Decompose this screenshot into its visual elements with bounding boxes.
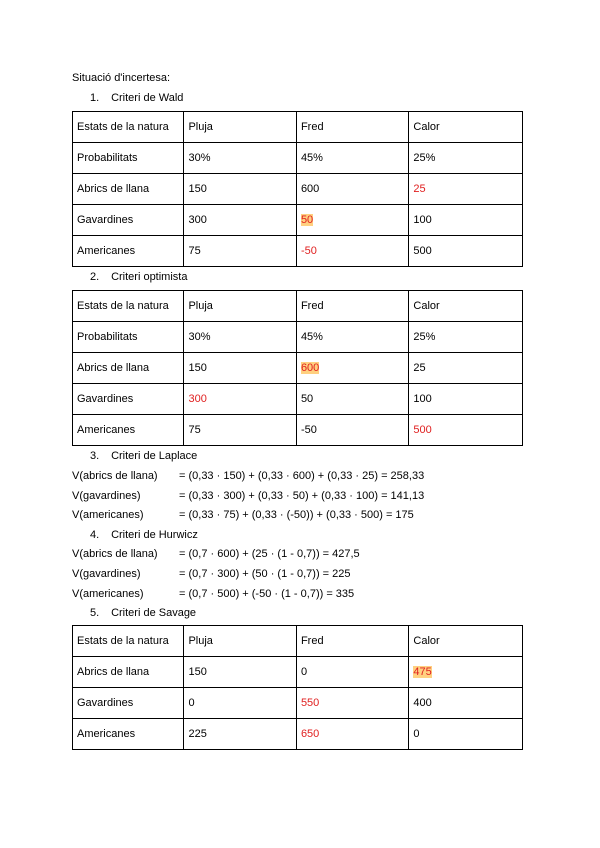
- table-cell: 25%: [409, 322, 523, 353]
- table-cell: 500: [409, 236, 523, 267]
- table-cell: Probabilitats: [73, 143, 184, 174]
- table-cell: [184, 384, 296, 415]
- table-cell: [296, 236, 408, 267]
- table-row: [73, 657, 523, 688]
- table-row: [73, 174, 523, 205]
- formula-label: V(gavardines): [72, 568, 141, 580]
- table-cell: Fred: [296, 626, 408, 657]
- heading-title: Criteri de Wald: [111, 92, 184, 104]
- formula-expression: = (0,33 · 150) + (0,33 · 600) + (0,33 · 25) = 258,33: [179, 470, 425, 482]
- max-value: 300: [188, 393, 207, 405]
- table-cell: 25%: [409, 143, 523, 174]
- table-cell: 225: [184, 719, 296, 750]
- table-cell: 100: [409, 205, 523, 236]
- table-cell: 30%: [184, 322, 296, 353]
- table-cell: 30%: [184, 143, 296, 174]
- table-cell: 100: [409, 384, 523, 415]
- table-cell: 45%: [296, 322, 408, 353]
- table-cell: Estats de la natura: [73, 112, 184, 143]
- table-cell: 0: [296, 657, 408, 688]
- table-cell: 45%: [296, 143, 408, 174]
- table-cell: 0: [409, 719, 523, 750]
- max-value: 500: [413, 424, 432, 436]
- table-row: [73, 322, 523, 353]
- table-row: [73, 112, 523, 143]
- formula-expression: = (0,33 · 75) + (0,33 · (-50)) + (0,33 · 500) = 175: [179, 509, 414, 521]
- table-cell: Gavardines: [73, 205, 184, 236]
- table-cell: Pluja: [184, 112, 296, 143]
- table-cell: Gavardines: [73, 688, 184, 719]
- heading-number: 3.: [90, 450, 100, 462]
- selected-value: 600: [300, 362, 320, 374]
- heading-title: Criteri optimista: [111, 271, 188, 283]
- table-cell: Estats de la natura: [73, 626, 184, 657]
- table-cell: [296, 719, 408, 750]
- table-cell: 75: [184, 236, 296, 267]
- table-row: [73, 384, 523, 415]
- table-cell: Calor: [409, 291, 523, 322]
- heading-laplace: [90, 450, 197, 462]
- table-cell: 50: [296, 384, 408, 415]
- max-regret-value: 550: [300, 697, 320, 709]
- table-cell: 600: [296, 174, 408, 205]
- heading-wald: [90, 92, 183, 104]
- table-cell: Abrics de llana: [73, 657, 184, 688]
- table-row: [73, 205, 523, 236]
- table-cell: Gavardines: [73, 384, 184, 415]
- table-row: [73, 353, 523, 384]
- table-cell: [409, 415, 523, 446]
- formula-label: V(gavardines): [72, 490, 141, 502]
- formula-label: V(abrics de llana): [72, 548, 158, 560]
- selected-value: 475: [413, 666, 432, 678]
- heading-number: 4.: [90, 529, 100, 541]
- table-cell: 0: [184, 688, 296, 719]
- table-cell: Americanes: [73, 236, 184, 267]
- formula-label: V(abrics de llana): [72, 470, 158, 482]
- table-row: [73, 719, 523, 750]
- table-cell: 150: [184, 353, 296, 384]
- table-cell: 150: [184, 174, 296, 205]
- min-value: -50: [300, 245, 317, 257]
- max-regret-value: 650: [300, 728, 320, 740]
- table-cell: Fred: [296, 291, 408, 322]
- wald-table: [72, 111, 523, 267]
- table-cell: Calor: [409, 626, 523, 657]
- table-cell: 400: [409, 688, 523, 719]
- table-cell: [409, 657, 523, 688]
- formula-expression: = (0,7 · 600) + (25 · (1 - 0,7)) = 427,5: [179, 548, 360, 560]
- table-cell: Americanes: [73, 719, 184, 750]
- table-cell: Abrics de llana: [73, 174, 184, 205]
- table-cell: 75: [184, 415, 296, 446]
- heading-title: Criteri de Laplace: [111, 450, 198, 462]
- selected-value: 50: [300, 214, 314, 226]
- table-cell: [296, 353, 408, 384]
- table-cell: [296, 688, 408, 719]
- table-cell: Fred: [296, 112, 408, 143]
- intro-text: Situació d'incertesa:: [72, 72, 171, 84]
- formula-expression: = (0,33 · 300) + (0,33 · 50) + (0,33 · 100) = 141,13: [179, 490, 425, 502]
- table-cell: Americanes: [73, 415, 184, 446]
- table-cell: Calor: [409, 112, 523, 143]
- table-cell: Pluja: [184, 291, 296, 322]
- table-row: [73, 415, 523, 446]
- table-cell: -50: [296, 415, 408, 446]
- table-row: [73, 688, 523, 719]
- table-cell: Probabilitats: [73, 322, 184, 353]
- table-cell: 150: [184, 657, 296, 688]
- table-row: [73, 143, 523, 174]
- heading-number: 1.: [90, 92, 100, 104]
- table-cell: 300: [184, 205, 296, 236]
- table-cell: [409, 174, 523, 205]
- table-cell: Pluja: [184, 626, 296, 657]
- table-row: [73, 236, 523, 267]
- table-cell: Abrics de llana: [73, 353, 184, 384]
- heading-number: 5.: [90, 607, 100, 619]
- heading-optimista: [90, 271, 187, 283]
- heading-title: Criteri de Savage: [111, 607, 197, 619]
- optimista-table: [72, 290, 523, 446]
- formula-label: V(americanes): [72, 509, 144, 521]
- table-cell: 25: [409, 353, 523, 384]
- formula-expression: = (0,7 · 300) + (50 · (1 - 0,7)) = 225: [179, 568, 351, 580]
- min-value: 25: [413, 183, 426, 195]
- table-cell: Estats de la natura: [73, 291, 184, 322]
- formula-label: V(americanes): [72, 588, 144, 600]
- table-cell: [296, 205, 408, 236]
- heading-number: 2.: [90, 271, 100, 283]
- table-row: [73, 291, 523, 322]
- table-row: [73, 626, 523, 657]
- heading-title: Criteri de Hurwicz: [111, 529, 198, 541]
- heading-savage: [90, 607, 196, 619]
- formula-expression: = (0,7 · 500) + (-50 · (1 - 0,7)) = 335: [179, 588, 355, 600]
- heading-hurwicz: [90, 529, 198, 541]
- savage-table: [72, 625, 523, 750]
